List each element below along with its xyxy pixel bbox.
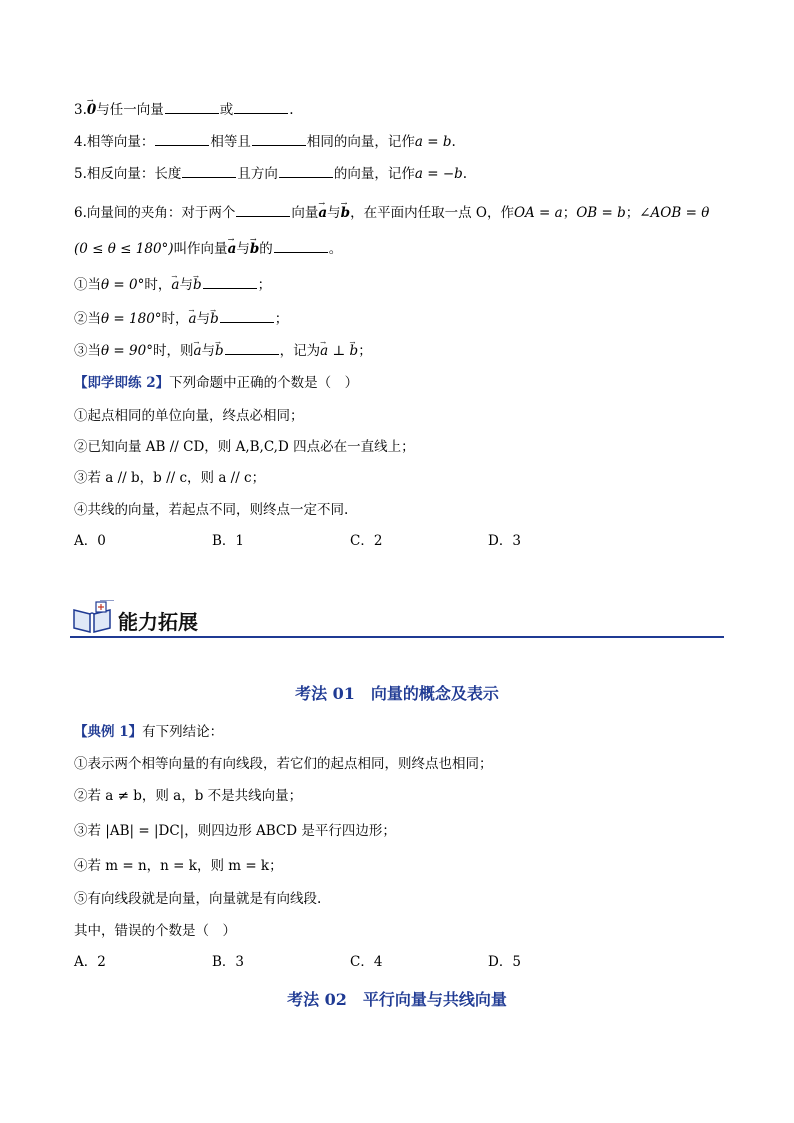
option-a[interactable]: A．2 bbox=[74, 954, 106, 970]
blank[interactable] bbox=[155, 131, 209, 146]
blank[interactable] bbox=[274, 238, 328, 253]
list-item: ②已知向量 AB // CD，则 A,B,C,D 四点必在一直线上； bbox=[74, 439, 415, 455]
list-item: ②若 a ≠ b，则 a，b 不是共线向量； bbox=[74, 788, 303, 804]
equation: a = b bbox=[414, 134, 452, 150]
book-icon bbox=[70, 600, 114, 636]
list-item: ⑤有向线段就是向量，向量就是有向线段. bbox=[74, 891, 322, 907]
case-3: ③当θ = 90°时，则→ a与→ b ，记为→ a ⊥ → b； bbox=[74, 340, 372, 361]
option-b[interactable]: B．3 bbox=[212, 954, 245, 970]
blank[interactable] bbox=[279, 163, 333, 178]
practice-question: 【即学即练 2】下列命题中正确的个数是（ ） bbox=[74, 375, 359, 391]
example-tag: 【典例 1】 bbox=[74, 724, 143, 740]
blank[interactable] bbox=[220, 308, 274, 323]
option-c[interactable]: C．4 bbox=[350, 954, 383, 970]
option-d[interactable]: D．5 bbox=[488, 954, 521, 970]
blank[interactable] bbox=[252, 131, 306, 146]
section-title: 考法 01 向量的概念及表示 bbox=[295, 684, 499, 703]
case-2: ②当θ = 180°时，→ a与→ b ； bbox=[74, 308, 288, 329]
example-ask: 其中，错误的个数是（ ） bbox=[74, 923, 236, 939]
item-6-cont: (0 ≤ θ ≤ 180°)叫作向量→ a与→ b的 。 bbox=[74, 238, 342, 259]
case-1: ①当θ = 0°时，→ a与→ b ； bbox=[74, 274, 271, 295]
example-question: 【典例 1】有下列结论： bbox=[74, 724, 224, 740]
list-item: ④共线的向量，若起点不同，则终点一定不同. bbox=[74, 502, 349, 518]
practice-tag: 【即学即练 2】 bbox=[74, 375, 170, 391]
item-3: 3.→ 0与任一向量 或 . bbox=[74, 99, 294, 120]
item-5: 5.相反向量：长度 且方向 的向量，记作a = −b. bbox=[74, 163, 467, 184]
list-item: ③若 |AB| = |DC|，则四边形 ABCD 是平行四边形； bbox=[74, 823, 396, 839]
blank[interactable] bbox=[182, 163, 236, 178]
equation: a = −b bbox=[414, 166, 463, 182]
list-item: ③若 a // b，b // c，则 a // c； bbox=[74, 470, 266, 486]
blank[interactable] bbox=[165, 99, 219, 114]
item-4: 4.相等向量： 相等且 相同的向量，记作a = b. bbox=[74, 131, 456, 152]
blank[interactable] bbox=[203, 274, 257, 289]
section-title: 考法 02 平行向量与共线向量 bbox=[287, 990, 507, 1009]
option-c[interactable]: C．2 bbox=[350, 533, 383, 549]
blank[interactable] bbox=[236, 202, 290, 217]
option-b[interactable]: B．1 bbox=[212, 533, 245, 549]
option-a[interactable]: A．0 bbox=[74, 533, 106, 549]
divider bbox=[70, 636, 724, 638]
section-banner bbox=[70, 598, 724, 638]
blank[interactable] bbox=[234, 99, 288, 114]
banner-title: 能力拓展 bbox=[118, 610, 198, 634]
list-item: ④若 m = n，n = k，则 m = k； bbox=[74, 858, 283, 874]
list-item: ①表示两个相等向量的有向线段，若它们的起点相同，则终点也相同； bbox=[74, 756, 493, 772]
option-d[interactable]: D．3 bbox=[488, 533, 521, 549]
practice-options bbox=[74, 531, 626, 551]
item-6: 6.向量间的夹角：对于两个 向量→ a与→ b，在平面内任取一点 O，作OA = a；OB = b；∠AOB = θ bbox=[74, 202, 709, 223]
list-item: ①起点相同的单位向量，终点必相同； bbox=[74, 408, 304, 424]
blank[interactable] bbox=[225, 340, 279, 355]
example-options bbox=[74, 952, 626, 972]
